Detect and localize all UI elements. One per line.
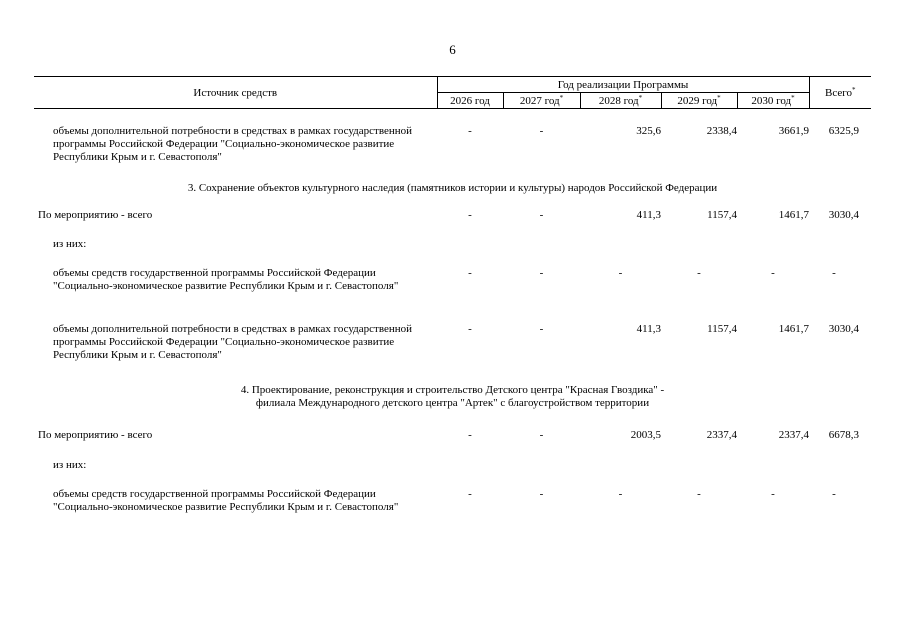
header-year-2029: 2029 год* [661, 93, 737, 109]
header-year-2027: 2027 год* [503, 93, 580, 109]
value-2028: 2003,5 [630, 429, 661, 441]
value-2026: - [468, 125, 472, 137]
value-2030: - [771, 267, 775, 279]
value-2028: 325,6 [636, 125, 661, 137]
section-title [34, 384, 871, 410]
value-2030: - [771, 488, 775, 500]
section-title: 3. Сохранение объектов культурного наследия (памятников истории и культуры) народов Российской Федерации [187, 182, 718, 194]
value-2028: - [618, 267, 623, 279]
value-2027: - [539, 488, 544, 500]
value-2026: - [468, 323, 472, 335]
value-2030: 3661,9 [778, 125, 809, 137]
row-label: объемы дополнительной потребности в средствах в рамках государственной программы Российской Федерации "Социально-экономическое развитие Республики Крым и г. Севастополя" [53, 323, 412, 361]
row-label: По мероприятию - всего [38, 209, 153, 221]
value-2029: - [697, 488, 701, 500]
row-label: из них: [53, 238, 87, 250]
section-title-line: 4. Проектирование, реконструкция и строительство Детского центра "Красная Гвоздика" - [240, 384, 665, 396]
row-label: из них: [53, 459, 87, 471]
value-2029: 1157,4 [707, 209, 737, 221]
value-total: - [832, 267, 836, 279]
row-label: По мероприятию - всего [38, 429, 153, 441]
value-2030: 2337,4 [778, 429, 809, 441]
value-total: - [832, 488, 836, 500]
value-2029: 2338,4 [706, 125, 737, 137]
budget-table-header [34, 76, 871, 109]
value-2030: 1461,7 [778, 323, 809, 335]
row-label: объемы средств государственной программы Российской Федерации "Социально-экономическое развитие Республики Крым и г. Севастополя" [53, 488, 399, 513]
value-2030: 1461,7 [778, 209, 809, 221]
header-program-years: Год реализации Программы [437, 77, 809, 93]
value-2027: - [539, 209, 544, 221]
value-2027: - [539, 323, 544, 335]
header-year-2030: 2030 год* [737, 93, 809, 109]
value-2029: - [697, 267, 701, 279]
header-total: Всего* [809, 77, 871, 109]
value-total: 3030,4 [828, 323, 859, 335]
page-number: 6 [449, 42, 456, 57]
value-total: 6678,3 [828, 429, 859, 441]
value-2029: 1157,4 [707, 323, 737, 335]
value-total: 6325,9 [828, 125, 859, 137]
value-2026: - [468, 429, 472, 441]
header-source: Источник средств [34, 77, 437, 109]
value-2027: - [539, 267, 544, 279]
value-total: 3030,4 [828, 209, 859, 221]
value-2027: - [539, 125, 544, 137]
value-2026: - [468, 267, 472, 279]
header-year-2028: 2028 год* [580, 93, 661, 109]
value-2026: - [468, 488, 472, 500]
value-2027: - [539, 429, 544, 441]
header-year-2026: 2026 год [437, 93, 503, 109]
value-2028: 411,3 [636, 209, 661, 221]
value-2028: 411,3 [636, 323, 661, 335]
value-2026: - [468, 209, 472, 221]
section-title-line: филиала Международного детского центра "Артек" с благоустройством территории [255, 397, 650, 409]
value-2028: - [618, 488, 623, 500]
value-2029: 2337,4 [706, 429, 737, 441]
row-label: объемы средств государственной программы Российской Федерации "Социально-экономическое развитие Республики Крым и г. Севастополя" [53, 267, 399, 292]
row-label: объемы дополнительной потребности в средствах в рамках государственной программы Российской Федерации "Социально-экономическое развитие Республики Крым и г. Севастополя" [53, 125, 412, 163]
